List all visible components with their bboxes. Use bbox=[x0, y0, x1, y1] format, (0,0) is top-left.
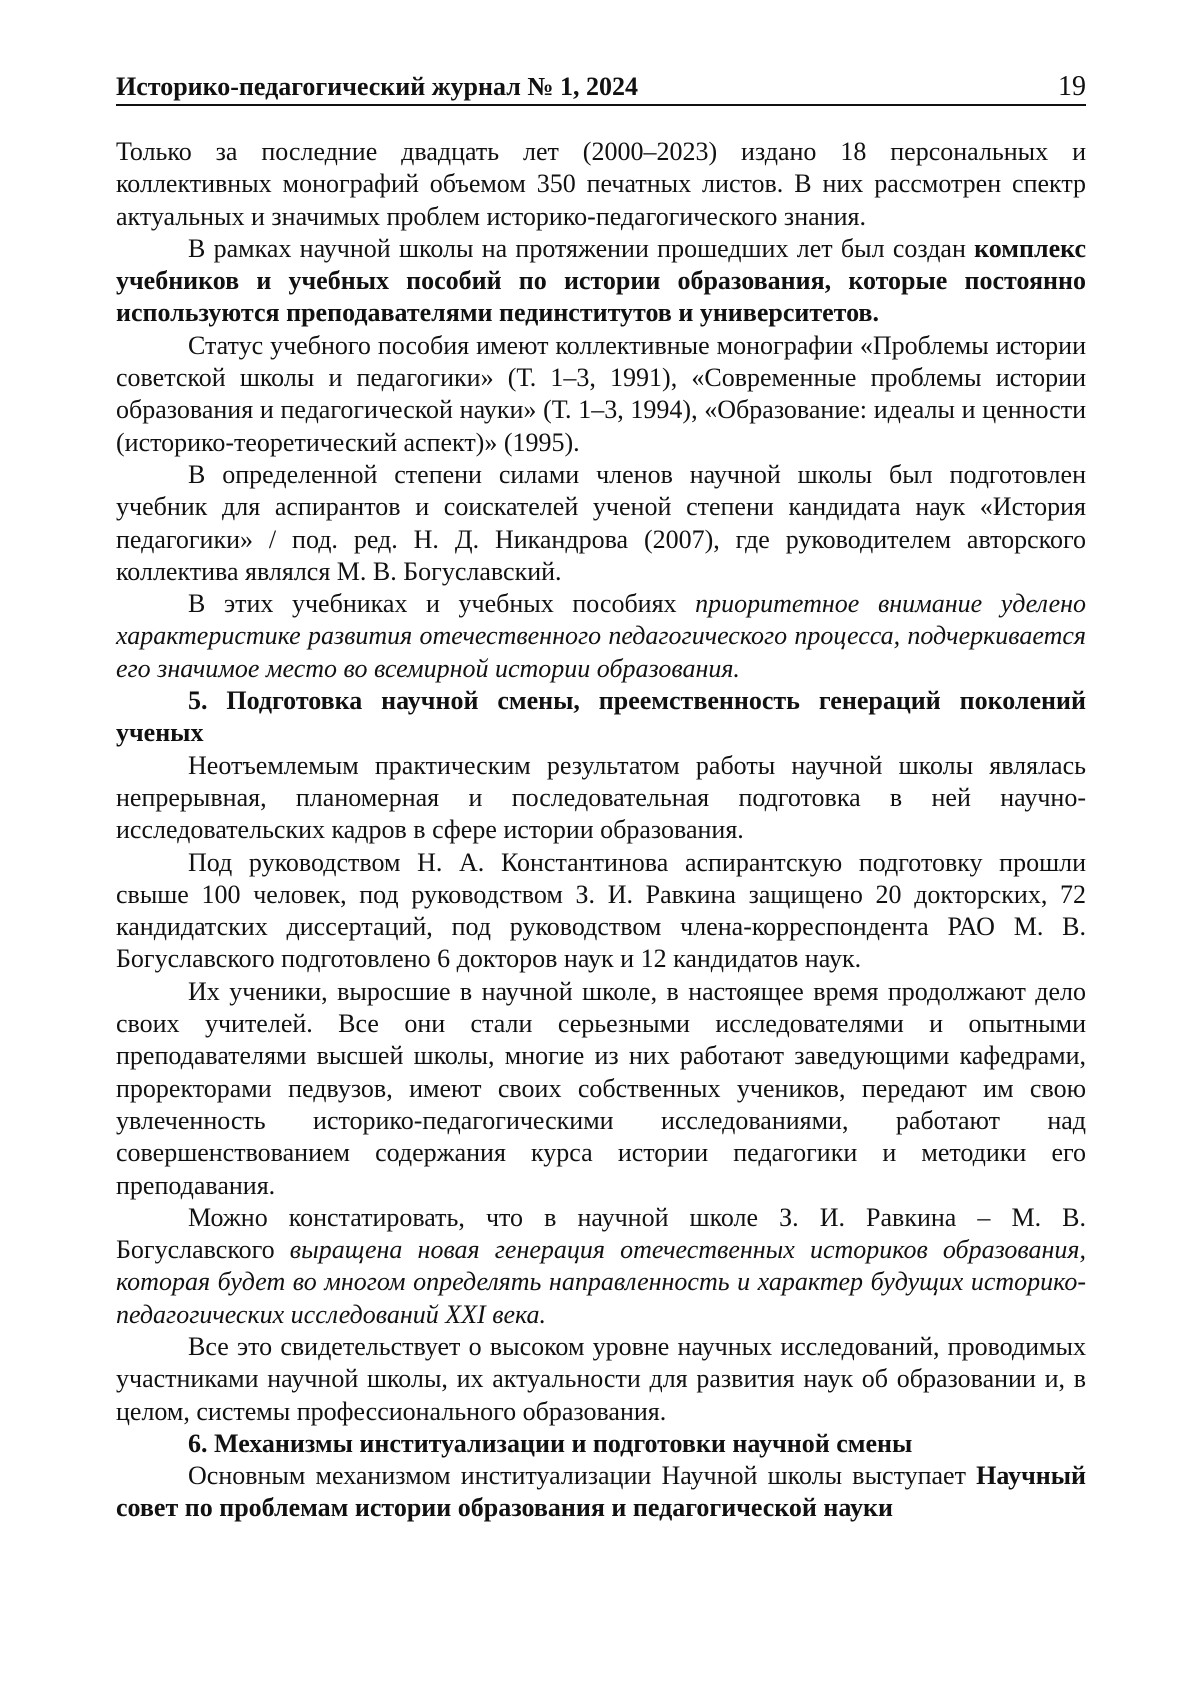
document-page bbox=[116, 72, 1086, 1525]
page-number: 19 bbox=[1058, 71, 1086, 102]
paragraph-9-text: Можно констатировать, что в научной школе З. И. Равкина – М. В. Богуславского bbox=[116, 1202, 1086, 1265]
section-heading-6: 6. Механизмы институализации и подготовки научной смены bbox=[188, 1428, 913, 1458]
running-header bbox=[116, 72, 1086, 106]
paragraph-2-text: В рамках научной школы на протяжении прошедших лет был создан bbox=[188, 233, 975, 263]
paragraph-10: Все это свидетельствует о высоком уровне научных исследований, проводимых участниками научной школы, их актуальности для развития наук об образовании и, в целом, системы профессионального образования. bbox=[116, 1331, 1086, 1426]
section-heading-5: 5. Подготовка научной смены, преемственность генераций поколений ученых bbox=[116, 686, 1086, 748]
paragraph-11 bbox=[116, 1460, 1086, 1525]
journal-title: Историко-педагогический журнал № 1, 2024 bbox=[116, 72, 638, 101]
paragraph-2-bold-text: комплекс учебников и учебных пособий по истории образования, которые постоянно используются преподавателями пединститутов и университетов. bbox=[116, 233, 1086, 328]
paragraph-9-italic-text: выращена новая генерация отечественных историков образования, которая будет во многом определять направленность и характер будущих историко-педагогических исследований XXI века. bbox=[116, 1235, 1086, 1329]
paragraph-9 bbox=[116, 1202, 1086, 1331]
paragraph-5-italic-text: приоритетное внимание уделено характеристике развития отечественного педагогического процесса, подчеркивается его значимое место во всемирной истории образования. bbox=[116, 589, 1087, 683]
paragraph-6: Неотъемлемым практическим результатом работы научной школы являлась непрерывная, планомерная и последовательная подготовка в ней научно-исследовательских кадров в сфере истории образования. bbox=[116, 750, 1086, 845]
paragraph-1: Только за последние двадцать лет (2000–2023) издано 18 персональных и коллективных монографий объемом 350 печатных листов. В них рассмотрен спектр актуальных и значимых проблем историко-педагогического знания. bbox=[116, 137, 1086, 231]
paragraph-5 bbox=[116, 588, 1086, 685]
paragraph-7: Под руководством Н. А. Константинова аспирантскую подготовку прошли свыше 100 человек, под руководством З. И. Равкина защищено 20 докторских, 72 кандидатских диссертаций, под руководством члена-корреспондента РАО М. В. Богуславского подготовлено 6 докторов наук и 12 кандидатов наук. bbox=[116, 847, 1086, 974]
paragraph-3: Статус учебного пособия имеют коллективные монографии «Проблемы истории советской школы и педагогики» (Т. 1–3, 1991), «Современные проблемы истории образования и педагогической науки» (Т. 1–3, 1994), «Образование: идеалы и ценности (историко-теоретический аспект)» (1995). bbox=[116, 330, 1086, 457]
paragraph-11-bold-text: Научный совет по проблемам истории образования и педагогической науки bbox=[116, 1461, 1086, 1523]
paragraph-5-text: В этих учебниках и учебных пособиях bbox=[188, 589, 696, 619]
paragraph-8: Их ученики, выросшие в научной школе, в настоящее время продолжают дело своих учителей. Все они стали серьезными исследователями и опытными преподавателями высшей школы, многие из них работают заведующими кафедрами, проректорами педвузов, имеют своих собственных учеников, передают им свою увлеченность историко-педагогическими исследованиями, работают над совершенствованием содержания курса истории педагогики и методики его преподавания. bbox=[116, 976, 1086, 1200]
paragraph-11-text: Основным механизмом институализации Научной школы выступает bbox=[188, 1461, 977, 1491]
paragraph-4: В определенной степени силами членов научной школы был подготовлен учебник для аспирантов и соискателей ученой степени кандидата наук «История педагогики» / под. ред. Н. Д. Никандрова (2007), где руководителем авторского коллектива являлся М. В. Богуславский. bbox=[116, 459, 1086, 586]
paragraph-2 bbox=[116, 233, 1086, 330]
